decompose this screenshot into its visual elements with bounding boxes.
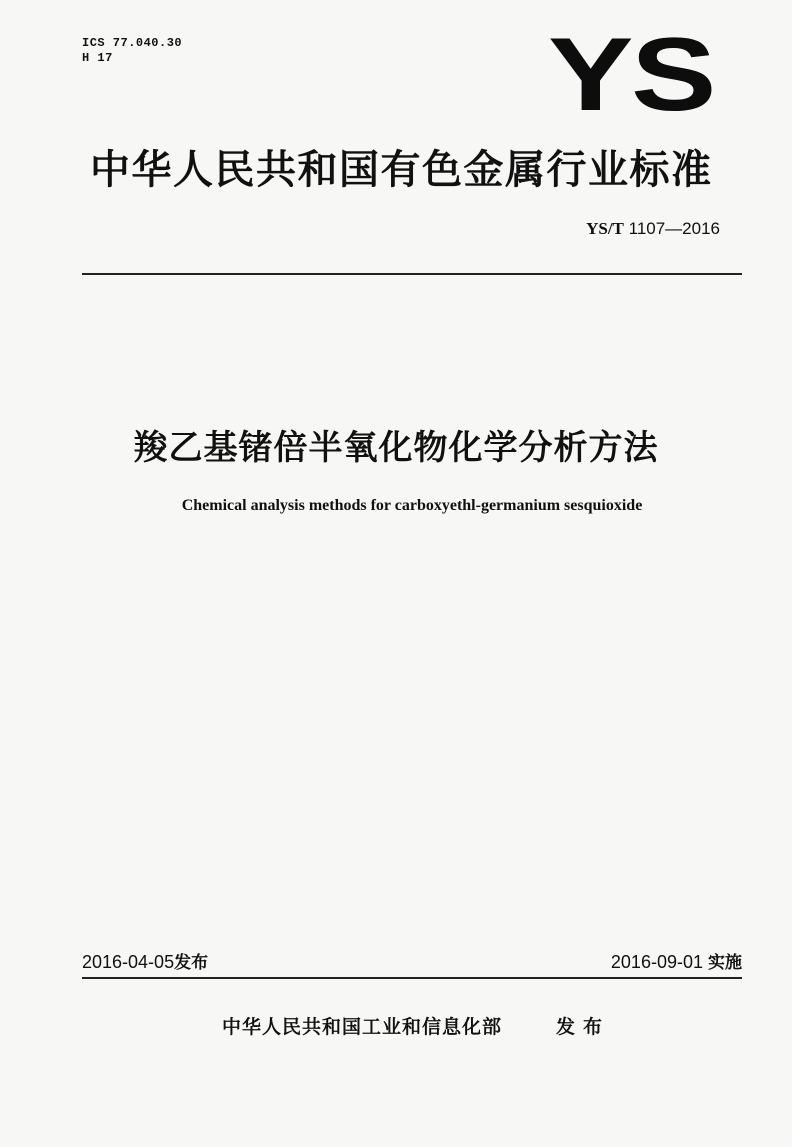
standard-number [586,218,720,240]
issue-date: 2016-04-05 [82,952,175,972]
footer-divider [82,977,742,979]
standard-number-prefix: YS/T [586,219,624,238]
issue-label: 发布 [174,953,209,973]
publisher: 中华人民共和国工业和信息化部 [222,1016,503,1038]
publish-label: 发布 [556,1016,611,1038]
ics-code: ICS 77.040.30 [82,36,183,50]
implement-label: 实施 [708,953,742,973]
document-title-en: Chemical analysis methods for carboxyethl-germanium sesquioxide [181,497,643,514]
implement-date-line [611,951,742,974]
document-title-zh: 羧乙基锗倍半氧化物化学分析方法 [133,428,659,468]
issue-date-line [82,951,208,974]
standard-number-value: 1107—2016 [628,219,720,238]
logo-text: YS [548,30,714,116]
ccs-code: H 17 [82,51,113,65]
implement-date: 2016-09-01 [610,952,703,972]
standard-category-title: 中华人民共和国有色金属行业标准 [90,147,713,193]
header-divider [82,273,742,275]
ys-logo [546,30,716,116]
classification-codes [82,36,182,66]
